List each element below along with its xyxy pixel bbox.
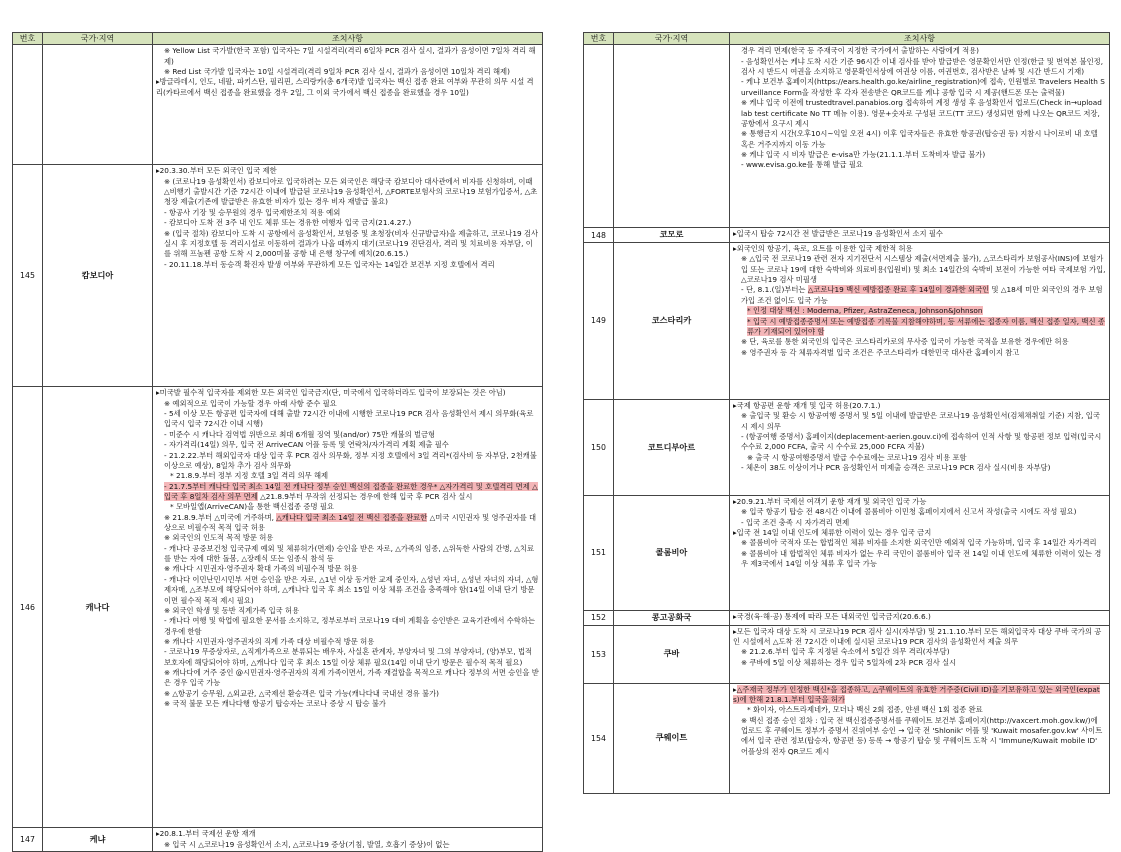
- measure-text: ▸: [733, 684, 737, 694]
- measure-text: - 음성확인서는 케냐 도착 시간 기준 96시간 이내 검사를 받아 발급받은 영문확인서만 인정(한글 및 번역본 불인정, 검사 시 반드시 여권을 소지하고 영문확인서상에 여권상 이름, 여권번호, 검사받은 날짜 및 시간 반드시 기재): [741, 56, 1104, 77]
- measure-line: [733, 306, 1106, 316]
- row-number: 148: [584, 228, 614, 243]
- measure-text: 경우 격리 면제(한국 등 주재국이 지정한 국가에서 출발하는 사람에게 적용): [741, 46, 980, 56]
- measure-line: [733, 658, 1106, 668]
- measure-text: - 20.11.18.부터 동승객 확진자 발생 여부와 무관하게 모든 입국자는 14일간 보건부 지정 호텔에서 격리: [164, 259, 495, 269]
- measure-text: - 캄보디아 도착 전 3주 내 인도 체류 또는 경유한 여행자 입국 금지(21.4.27.): [164, 218, 412, 228]
- country-name: 캄보디아: [43, 165, 153, 387]
- country-name: 캐나다: [43, 387, 153, 828]
- measure-text: - 코로나19 무증상자로, △직계가족으로 분류되는 배우자, 사실혼 관계자, 부양자녀 및 그의 부양자녀, (양)부모, 법적 보호자에 해당되어야 하며, △캐나다 입국 후 최소 15일 이상 체류 필요(14일 이내 단기 방문은 필수적 목적 필요): [164, 647, 533, 667]
- measure-text: ※ 출국 시 항공여행증명서 발급 수수료에는 코로나19 검사 비용 포함: [747, 452, 967, 462]
- measure-text: ※ 캐나다에 거주 중인 @시민권자·영주권자의 직계 가족이면서, 가족 재결합을 목적으로 캐나다 정부의 서면 승인을 받은 경우 입국 가능: [164, 668, 539, 688]
- measure-text: ※ 외국인의 인도적 목적 방문 허용: [164, 533, 274, 543]
- highlighted-text: △코로나19 백신 예방접종 완료 후 14일이 경과한 외국인: [807, 285, 990, 295]
- measure-line: [156, 616, 539, 637]
- country-name: 케냐: [43, 828, 153, 852]
- measure-line: [733, 612, 1106, 622]
- measure-line: [156, 502, 539, 512]
- country-name: 쿠웨이트: [614, 683, 730, 793]
- measure-line: [733, 77, 1106, 98]
- measure-text: ▸외국인의 항공기, 육로, 요트를 이용한 입국 제한적 허용: [733, 244, 913, 253]
- measure-text-tail: △21.8.9부터 무작위 선정되는 경우에 한해 입국 후 PCR 검사 실시: [257, 491, 473, 501]
- measure-line: [733, 528, 1106, 538]
- measure-line: [156, 166, 539, 176]
- measure-text: ▸모든 입국자 대상 도착 시 코로나19 PCR 검사 실시(자부담) 및 21.1.10.부터 모든 해외입국자 대상 쿠바 국가의 공인 시설에서 △도착 전 72시간 이내에 실시된 코로나19 PCR 검사의 음성확인서 제출 의무: [733, 626, 1102, 646]
- measures-cell: [153, 387, 543, 828]
- measure-text: - 캐나다 공중보건청 입국규제 예외 및 체류허가(면제) 승인을 받은 자로, △가족의 임종, △위독한 사람의 간병, △치료를 받는 자에 대한 돌봄, △장례식 또는 임종식 참석 등: [164, 543, 535, 564]
- measure-text: ※ (입국 절차) 캄보디아 도착 시 공항에서 음성확인서, 보험증 및 초청장(비자 신규발급자)을 제출하고, 코로나19 검사 실시 후 지정호텔 등 격리시설로 이동하여 결과가 나올 때까지 대기(코로나19 진단검사, 격리 및 치료비용 자부담, 이를 위해 프놈펜 공항 도착 시 2,000미불 공항 내 은행 창구에 예치(20.6.15.): [164, 228, 539, 259]
- measure-text: ※ 단, 육로를 통한 외국인의 입국은 코스타리카로의 무사증 입국이 가능한 국적을 보유한 경우에만 허용: [741, 337, 1069, 347]
- measure-line: [733, 453, 1106, 463]
- measure-line: [733, 716, 1106, 757]
- measure-line: [733, 150, 1106, 160]
- measure-line: [733, 432, 1106, 453]
- measure-line: [733, 705, 1106, 715]
- right-measures-table: [583, 32, 1110, 794]
- measure-line: [156, 430, 539, 440]
- country-name: 쿠바: [614, 625, 730, 683]
- table-row: [584, 228, 1110, 243]
- measure-line: [156, 513, 539, 534]
- table-row: [584, 243, 1110, 400]
- measure-line: [156, 46, 539, 67]
- measures-cell: [730, 496, 1110, 611]
- measure-text: - 체온이 38도 이상이거나 PCR 음성확인서 미제출 승객은 코로나19 PCR 검사 실시(비용 자부담): [741, 463, 1051, 473]
- measure-text: * 21.8.9.부터 정부 지정 호텔 3일 격리 의무 해제: [170, 471, 329, 481]
- measures-cell: [730, 228, 1110, 243]
- measure-text: - www.evisa.go.ke를 통해 발급 필요: [741, 160, 863, 170]
- measure-text: ※ 입국 항공기 탑승 전 48시간 이내에 콜롬비아 이민청 홈페이지에서 신고서 작성(출국 시에도 작성 필요): [741, 507, 1077, 517]
- header-country: 국가·지역: [43, 33, 153, 45]
- measures-cell: [730, 625, 1110, 683]
- measure-line: [733, 229, 1106, 239]
- measure-text: ※ 케냐 입국 시 비자 발급은 e-visa만 가능(21.1.1.부터 도착비자 발급 불가): [741, 149, 986, 159]
- measure-text: - 항공사 기장 및 승무원의 경우 입국제한조치 적용 예외: [164, 207, 341, 217]
- measure-line: [156, 544, 539, 565]
- highlighted-text: △캐나다 입국 최소 14일 전 백신 접종을 완료한: [276, 512, 428, 522]
- measure-line: [156, 575, 539, 606]
- measure-line: [733, 497, 1106, 507]
- measure-line: [156, 471, 539, 481]
- measure-text: ※ Red List 국가발 입국자는 10일 시설격리(격리 9일차 PCR 검사 실시, 결과가 음성이면 10일차 격리 해제): [164, 67, 510, 77]
- measure-line: [733, 129, 1106, 150]
- measure-line: [733, 57, 1106, 78]
- measure-text: - 21.2.22.부터 해외입국자 대상 입국 후 PCR 검사 의무화, 정부 지정 호텔에서 3일 격리*(검사비 등 자부담, 2천캐불 이상으로 예상), 8일차 추가 검사 의무화: [164, 450, 537, 470]
- measure-text: ※ 21.8.9.부터 △미국에 거주하며,: [164, 512, 277, 522]
- measure-text: ※ 캐나다 시민권자·영주권자 확대 가족의 비필수적 방문 허용: [164, 564, 358, 574]
- header-country: 국가·지역: [614, 33, 730, 45]
- measure-line: [156, 218, 539, 228]
- measures-cell: [153, 828, 543, 852]
- table-row: [13, 45, 543, 165]
- country-name: [43, 45, 153, 165]
- measure-text: * 입국 시 예방접종증명서 또는 예방접종 기록물 지참해야하며, 등 서류에는 접종자 이름, 백신 접종 일자, 백신 종류가 기재되어 있어야 함: [747, 316, 1105, 336]
- measures-cell: [730, 243, 1110, 400]
- table-row: [13, 828, 543, 852]
- measure-text: ※ 21.2.6.부터 입국 후 지정된 숙소에서 5일간 의무 격리(자부담): [741, 647, 950, 657]
- measure-text: ▸입국 전 14일 이내 인도에 체류한 이력이 있는 경우 입국 금지: [733, 528, 932, 538]
- row-number: 146: [13, 387, 43, 828]
- measure-line: [733, 317, 1106, 338]
- measures-cell: [730, 400, 1110, 496]
- measure-line: [156, 533, 539, 543]
- measure-text: ▸20.8.1.부터 국제선 운항 재개: [156, 829, 256, 839]
- table-row: [13, 165, 543, 387]
- row-number: [13, 45, 43, 165]
- measure-text: - 캐나다 여행 및 학업에 필요한 문서를 소지하고, 정부로부터 코로나19 대비 계획을 승인받은 교육기관에서 수학하는 경우에 한함: [164, 616, 535, 636]
- measure-text: - 캐나다 이민난민시민부 서면 승인을 받은 자로, △1년 이상 동거한 교제 중인자, △성년 자녀, △성년 자녀의 자녀, △형제자매, △조부모에 해당되어야 하며, △캐나다 입국 후 최소 15일 이상 체류 조건을 충족해야 함(14일 이내 단기 방문이면 필수적 목적 제시 필요): [164, 574, 539, 605]
- measure-text: ※ 캐나다 시민권자·영주권자의 직계 가족 대상 비필수적 방문 허용: [164, 636, 375, 646]
- measure-line: [156, 840, 539, 850]
- table-row: [584, 496, 1110, 611]
- measure-line: [733, 337, 1106, 347]
- measure-line: [733, 160, 1106, 170]
- measure-line: [733, 463, 1106, 473]
- measure-text: ※ 콜롬비아 내 합법적인 체류 비자가 없는 우리 국민이 콜롬비아 입국 전 14일 이내 인도에 체류한 이력이 있는 경우 제3국에서 14일 이상 체류 후 입국 가능: [741, 548, 1102, 569]
- measure-text: ※ 콜롬비아 국적자 또는 합법적인 체류 비자를 소지한 외국인만 예외적 입국 가능하며, 입국 후 14일간 자가격리: [741, 538, 1097, 548]
- measure-line: [156, 668, 539, 689]
- table-row: [584, 683, 1110, 793]
- measure-line: [156, 67, 539, 77]
- country-name: 코트디부아르: [614, 400, 730, 496]
- measure-line: [733, 549, 1106, 570]
- measure-line: [733, 285, 1106, 306]
- measure-line: [733, 98, 1106, 129]
- measure-line: [156, 829, 539, 839]
- row-number: 151: [584, 496, 614, 611]
- measure-line: [733, 627, 1106, 648]
- measure-line: [156, 388, 539, 398]
- measure-line: [156, 440, 539, 450]
- header-no: 번호: [584, 33, 614, 45]
- measure-text: - 케냐 보건부 홈페이지(https://ears.health.go.ke/airline_registration)에 접속, 인원별로 Travelers Health Surveillance Form을 작성한 후 각자 전송받은 QR코드를 케냐 공항 입국 시 제공(핸드폰 또는 출력물): [741, 77, 1105, 97]
- measures-cell: [153, 165, 543, 387]
- highlighted-text: △주재국 정부가 인정한 백신*을 접종하고, △쿠웨이트의 유효한 거주증(Civil ID)을 기보유하고 있는 외국인(expats)에 한해 21.8.1.부터 입국을 허가: [733, 684, 1100, 704]
- measure-text: - 단, 8.1.(일)부터는: [741, 285, 808, 295]
- measure-text: ※ 예외적으로 입국이 가능할 경우 아래 사항 준수 필요: [164, 398, 337, 408]
- left-measures-table: [12, 32, 543, 852]
- measure-line: [156, 647, 539, 668]
- measure-line: [156, 637, 539, 647]
- measure-text: ※ 입국 시 △코로나19 음성확인서 소지, △코로나19 증상(기침, 발열, 호흡기 증상)이 없는: [164, 839, 450, 849]
- measure-line: [156, 409, 539, 430]
- measure-text: - 자가격리(14일) 의무, 입국 전 ArriveCAN 어플 등록 및 연락처/자가격리 계획 제출 필수: [164, 440, 449, 450]
- measure-text: ※ 출입국 및 환승 시 항공여행 증명서 및 5일 이내에 발급받은 코로나19 음성확인서(검체채취일 기준) 지참, 입국 시 제시 의무: [741, 411, 1100, 431]
- measure-line: [156, 564, 539, 574]
- measure-text: - 21.7.5부터 캐나다 입국 최소 14일 전 캐나다 정부 승인 백신의 접종을 완료한 경우* △자가격리 및 호텔격리 면제 △입국 후 8일차 검사 의무 면제: [164, 481, 538, 501]
- measure-text-tail: 및 △18세 미만 외국인의 경우 보험 가입 조건 없이도 입국 가능: [741, 285, 1103, 305]
- measure-text: ※ 쿠바에 5일 이상 체류하는 경우 입국 5일차에 2차 PCR 검사 실시: [741, 657, 957, 667]
- row-number: 153: [584, 625, 614, 683]
- table-row: [13, 387, 543, 828]
- measure-line: [156, 399, 539, 409]
- row-number: 154: [584, 683, 614, 793]
- measure-line: [156, 229, 539, 260]
- measure-line: [156, 208, 539, 218]
- measures-cell: [730, 45, 1110, 228]
- measure-text: ▸20.3.30.부터 모든 외국인 입국 제한: [156, 166, 277, 176]
- measure-line: [156, 177, 539, 208]
- measure-text: ▸미국발 필수적 입국자를 제외한 모든 외국인 입국금지(단, 미국에서 입국하더라도 입국이 보장되는 것은 아님): [156, 388, 506, 398]
- row-number: 150: [584, 400, 614, 496]
- row-number: 152: [584, 611, 614, 626]
- measure-line: [733, 538, 1106, 548]
- measure-text: - 입국 조건 충족 시 자가격리 면제: [741, 517, 850, 527]
- right-table-header: [584, 33, 1110, 45]
- measure-text: ▸방글라데시, 인도, 네팔, 파키스탄, 필리핀, 스리랑카(총 6개국)발 입국자는 백신 접종 완료 여부와 무관히 의무 시설 격리(카타르에서 백신 접종을 완료했을 경우 2일, 그 이외 국가에서 백신 접종을 완료했을 경우 10일): [156, 77, 534, 97]
- measure-line: [156, 482, 539, 503]
- measure-text: ※ 외국인 학생 및 동반 직계가족 입국 허용: [164, 605, 300, 615]
- measure-text: * 화이자, 아스트라제네카, 모더나 백신 2회 접종, 얀센 백신 1회 접종 완료: [747, 705, 983, 715]
- row-number: 147: [13, 828, 43, 852]
- row-number: [584, 45, 614, 228]
- measure-line: [733, 348, 1106, 358]
- measure-line: [156, 606, 539, 616]
- country-name: 코모로: [614, 228, 730, 243]
- measure-text: ▸국경(육·해·공) 통제에 따라 모든 내외국인 입국금지(20.6.6.): [733, 612, 931, 621]
- header-no: 번호: [13, 33, 43, 45]
- measure-line: [733, 401, 1106, 411]
- measures-cell: [730, 683, 1110, 793]
- measure-line: [733, 507, 1106, 517]
- measures-cell: [730, 611, 1110, 626]
- measure-line: [733, 518, 1106, 528]
- table-row: [584, 400, 1110, 496]
- right-table-body: [584, 45, 1110, 793]
- row-number: 149: [584, 243, 614, 400]
- measure-text: ※ 케냐 입국 이전에 trustedtravel.panabios.org 접속하여 계정 생성 후 음성확인서 업로드(Check in→upload lab test certificate No TT 메뉴 이용). 영문+숫자로 구성된 코드(TT 코드) 생성되면 함께 나오는 QR코드 저장, 공항에서 요구시 제시: [741, 98, 1102, 128]
- measure-line: [733, 685, 1106, 706]
- measure-line: [156, 260, 539, 270]
- measures-cell: [153, 45, 543, 165]
- measure-text: * 인정 대상 백신 : Moderna, Pfizer, AstraZeneca, Johnson&Johnson: [747, 306, 983, 316]
- measure-text: ※ 통행금지 시간(오후10시~익일 오전 4시) 이후 입국자들은 유효한 항공권(탑승권 등) 지참시 나이로비 내 호텔 혹은 거주지까지 이동 가능: [741, 129, 1098, 149]
- measure-text: ※ △입국 전 코로나19 관련 전자 지기전단서 시스템상 제출(서면제출 불가), △코스타리카 보험공사(INS)에 보험가입 또는 코로나 19에 대한 숙박비와 의료비용(입원비) 및 최소 14일간의 숙박비 보전이 가능한 여타 국제보험 가입, △코로나19 검사 미필생: [741, 254, 1106, 285]
- measure-line: [733, 244, 1106, 254]
- table-row: [584, 611, 1110, 626]
- measure-line: [156, 699, 539, 709]
- measure-text: ※ 백신 접종 승인 절차 : 입국 전 백신접종증명서를 쿠웨이트 보건부 홈페이지(http://vaxcert.moh.gov.kw/)에 업로드 후 쿠웨이트 정부가 증명서 진위여부 승인 → 입국 전 'Shlonik' 어플 및 'Kuwait mosafer.gov.kw' 사이트에서 입국 관련 정보(탑승자, 항공편 등) 등록 → 항공기 탑승 및 쿠웨이트 도착 시 'Immune/Kuwait mobile ID' 어플상의 전자 QR코드 제시: [741, 715, 1103, 756]
- measure-text: ※ (코로나19 음성확인서) 캄보디아로 입국하려는 모든 외국인은 해당국 캄보디아 대사관에서 비자를 신청하며, 이때 △비행기 출발시간 기준 72시간 이내에 발급된 코로나19 음성확인서, △FORTE보험사의 코로나19 보험가입증서, △초청장 제출(기존에 발급받은 유효한 비자가 있는 경우 비자 재발급 불요): [164, 176, 538, 207]
- country-name: 코스타리카: [614, 243, 730, 400]
- measure-text: - 5세 이상 모든 항공편 입국자에 대해 출발 72시간 이내에 시행한 코로나19 PCR 검사 음성확인서 제시 의무화(육로 입국시 입국 72시간 이내 시행): [164, 409, 534, 429]
- measure-line: [156, 689, 539, 699]
- measure-text: - 미준수 시 캐나다 검역법 위반으로 최대 6개월 징역 및(and/or) 75만 캐불의 벌금형: [164, 429, 436, 439]
- measure-line: [733, 46, 1106, 56]
- measure-line: [156, 77, 539, 98]
- country-name: 콩고공화국: [614, 611, 730, 626]
- table-row: [584, 45, 1110, 228]
- measure-line: [733, 254, 1106, 285]
- measure-text: ▸입국시 탑승 72시간 전 발급받은 코로나19 음성확인서 소지 필수: [733, 229, 943, 239]
- row-number: 145: [13, 165, 43, 387]
- measure-text: ※ △항공기 승무원, △외교관, △국제선 환승객은 입국 가능(캐나다내 국내선 경유 불가): [164, 688, 439, 698]
- measure-text: ▸국제 항공편 운항 재개 및 입국 허용(20.7.1.): [733, 401, 881, 410]
- country-name: 콜롬비아: [614, 496, 730, 611]
- measure-line: [733, 647, 1106, 657]
- measure-text: ※ 영주권자 등 각 체류자격별 입국 조건은 주코스타리카 대한민국 대사관 홈페이지 참고: [741, 347, 1020, 357]
- measure-text: ▸20.9.21.부터 국제선 여객기 운항 재개 및 외국인 입국 가능: [733, 497, 927, 506]
- left-table-body: [13, 45, 543, 852]
- measure-text: - (항공여행 증명서) 홈페이지(deplacement-aerien.gouv.ci)에 접속하여 인적 사항 및 항공편 정보 입력(입국시 수수료 2,000 FCFA, 출국 시 수수료 25,000 FCFA 지불): [741, 432, 1102, 452]
- measure-text: * 모바일앱(ArriveCAN)을 통한 백신접종 증명 필요: [170, 502, 334, 512]
- header-measures: 조치사항: [730, 33, 1110, 45]
- header-measures: 조치사항: [153, 33, 543, 45]
- measure-line: [733, 411, 1106, 432]
- table-row: [584, 625, 1110, 683]
- country-name: [614, 45, 730, 228]
- measure-text: ※ Yellow List 국가발(한국 포함) 입국자는 7일 시설격리(격리 6일차 PCR 검사 실시, 결과가 음성이면 7일차 격리 해제): [164, 46, 536, 66]
- left-table-header: [13, 33, 543, 45]
- measure-text-tail: △미국 시민권자 및 영주권자를 대상으로 비필수적 목적 입국 허용: [164, 512, 537, 533]
- measure-text: ※ 국적 불문 모든 캐나다행 항공기 탑승자는 코로나 증상 시 탑승 불가: [164, 699, 386, 709]
- measure-line: [156, 451, 539, 472]
